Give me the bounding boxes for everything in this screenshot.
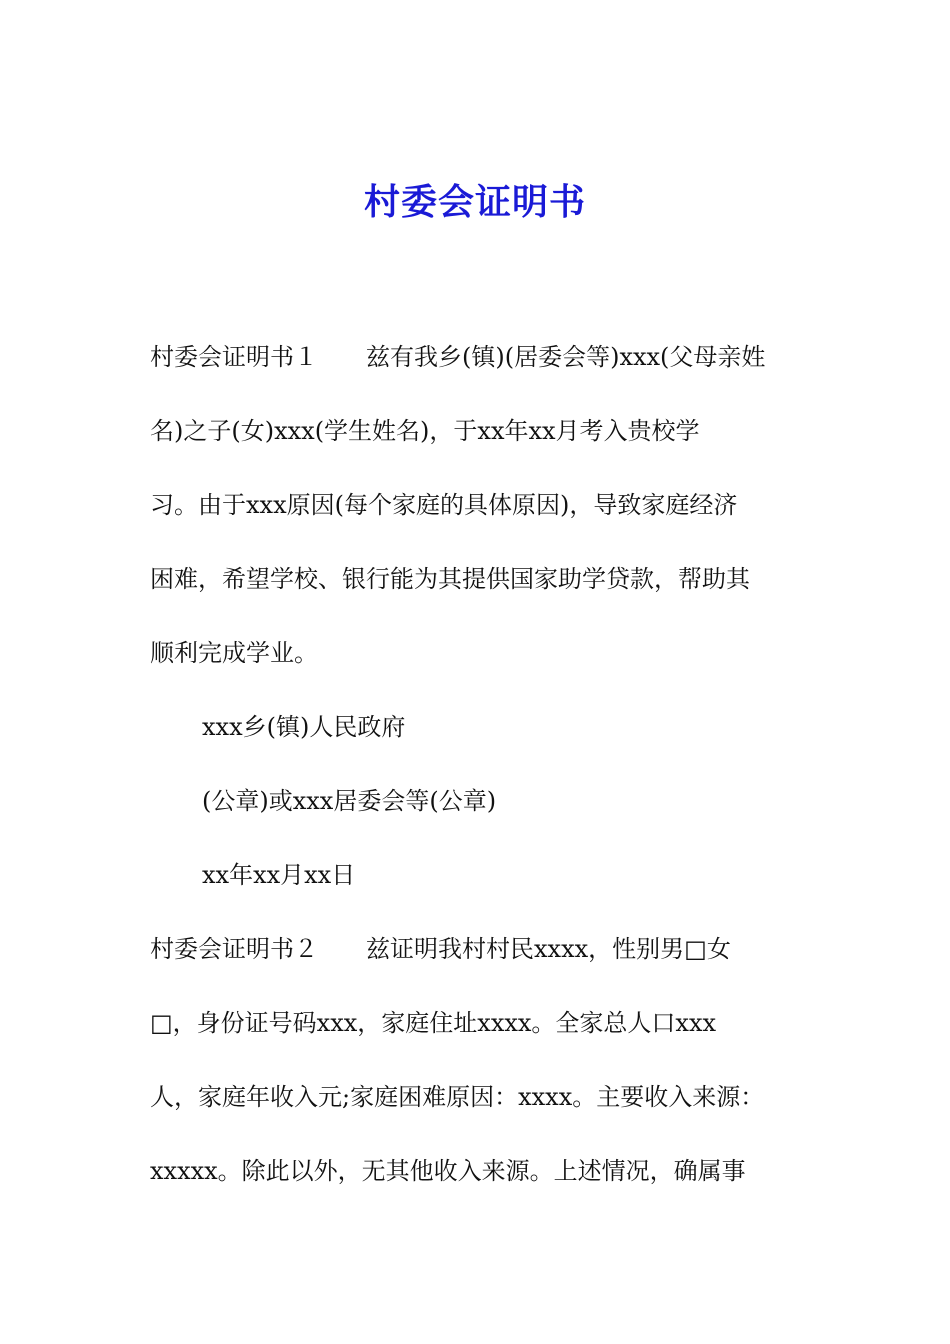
paragraph-line: 村委会证明书２ 兹证明我村村民xxxx，性别男□女	[150, 935, 731, 963]
signature-line-date: xx年xx月xx日	[202, 861, 356, 889]
paragraph-line: 习。由于xxx原因(每个家庭的具体原因)，导致家庭经济	[150, 491, 738, 519]
signature-line-seal: (公章)或xxx居委会等(公章)	[202, 787, 497, 815]
paragraph-line: 困难，希望学校、银行能为其提供国家助学贷款，帮助其	[150, 565, 750, 593]
paragraph-line: 顺利完成学业。	[150, 639, 318, 667]
paragraph-line: 人，家庭年收入元;家庭困难原因：xxxx。主要收入来源：	[150, 1083, 765, 1111]
paragraph-line: 村委会证明书１ 兹有我乡(镇)(居委会等)xxx(父母亲姓	[150, 343, 766, 371]
document-body	[150, 320, 820, 1208]
paragraph-line: □，身份证号码xxx，家庭住址xxxx。全家总人口xxx	[150, 1009, 717, 1037]
signature-line-government: xxx乡(镇)人民政府	[202, 713, 406, 741]
document-title: 村委会证明书	[363, 181, 586, 223]
paragraph-line: xxxxx。除此以外，无其他收入来源。上述情况，确属事	[150, 1157, 746, 1185]
paragraph-line: 名)之子(女)xxx(学生姓名)，于xx年xx月考入贵校学	[150, 417, 700, 445]
